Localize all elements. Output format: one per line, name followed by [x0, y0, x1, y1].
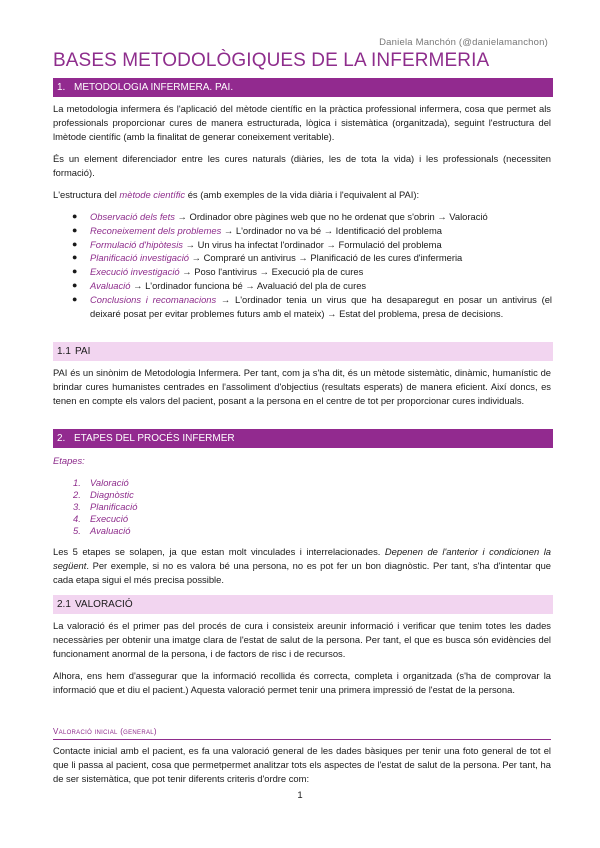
etapes-list [73, 477, 137, 537]
bullet-icon: ● [72, 252, 78, 263]
section-number: 1. [57, 82, 66, 93]
paragraph-valoracio-2: Alhora, ens hem d'assegurar que la informació recollida és correcta, completa i organitzada (s'ha de comprovar la informació que et diu el pacient.) Aquesta valoració permet tenir una primera impressió de l'estat de la persona. [53, 670, 551, 696]
method-steps-list [72, 210, 552, 320]
section-title: METODOLOGIA INFERMERA. PAI. [74, 82, 234, 93]
paragraph-valoracio-inicial: Contacte inicial amb el pacient, es fa una valoració general de les dades bàsiques per tenir una foto general de tot el que li passa al pacient, cosa que permetpermet analitzar tots els aspectes de l'estat de salut de la persona. Per tant, ha de ser sistemàtica, que pot tenir diferents criteris d'ordre com: [53, 745, 551, 785]
bullet-icon: ● [72, 293, 78, 304]
list-item: ● Execució investigació → Poso l'antivirus → Execució pla de cures [72, 266, 364, 278]
subsection-heading-1-1 [53, 342, 553, 361]
section-number: 2. [57, 433, 66, 444]
bullet-icon: ● [72, 238, 78, 249]
bullet-icon: ● [72, 211, 78, 221]
section-heading-2 [53, 429, 553, 448]
paragraph-pai: PAI és un sinònim de Metodologia Infermera. Per tant, com ja s'ha dit, és un mètode sistemàtic, dinàmic, humanístic de brindar cures humanistes centrades en l'assoliment d'objectius (resultats esperats) de manera eficient. Així doncs, es tenen en compte els valors del pacient, posant a la persona en el centre de tot per proporcionar cures individuals. [53, 367, 551, 407]
list-item: ● Observació dels fets → Ordinador obre pàgines web que no he ordenat que s'obrin → Valoració [72, 211, 488, 222]
paragraph-valoracio-1: La valoració és el primer pas del procés de cura i consisteix areunir informació i verificar que tenim totes les dades necessàries per obtenir una imatge clara de l'estat de salut de la persona. Per tant, el que es busca són evidències del funcionament anormal de la persona, i de factors de risc i de recursos. [53, 620, 551, 660]
section-title: PAI [75, 346, 91, 357]
section-heading-1 [53, 78, 553, 97]
bullet-icon: ● [72, 266, 78, 277]
section-title: ETAPES DEL PROCÉS INFERMER [74, 433, 235, 444]
paragraph-etapes: Les 5 etapes se solapen, ja que estan molt vinculades i interrelacionades. Depenen de l'anterior i condicionen la següent. Per exemple, si no es valora bé una persona, no es pot fer un bon diagnòstic. Per tant, s'ha d'intentar que cada etapa sigui el més precisa possible. [53, 546, 551, 586]
list-item: 1. Valoració [73, 477, 129, 488]
emphasis-term: mètode científic [119, 189, 186, 200]
list-item: 5. Avaluació [73, 525, 131, 537]
emphasis-term: Depenen de l'anterior i condicionen la següent [53, 546, 551, 572]
section-title: VALORACIÓ [75, 599, 133, 610]
subheading-valoracio-inicial: Valoració inicial (general) [53, 727, 157, 736]
list-item: ● Reconeixement dels problemes → L'ordinador no va bé → Identificació del problema [72, 224, 442, 236]
list-item: ● Conclusions i recomanacions → L'ordinador tenia un virus que ha desaparegut en posar un antivirus (el deixaré posat per evitar problemes futurs amb el mateix) → Estat del problema, presa de decisions. [72, 293, 553, 319]
section-number: 1.1 [57, 346, 71, 357]
list-item: ● Formulació d'hipòtesis → Un virus ha infectat l'ordinador → Formulació del problema [72, 238, 442, 250]
paragraph-structure: L'estructura del mètode científic és (amb exemples de la vida diària i l'equivalent al PAI): [53, 189, 420, 200]
list-item: 4. Execució [73, 513, 129, 525]
page-title: BASES METODOLÒGIQUES DE LA INFERMERIA [53, 50, 490, 71]
bullet-icon: ● [72, 224, 78, 235]
list-item: ● Avaluació → L'ordinador funciona bé → Avaluació del pla de cures [72, 279, 367, 291]
etapes-label: Etapes: [53, 455, 85, 466]
paragraph-difference: És un element diferenciador entre les cures naturals (diàries, les de tota la vida) i les professionals (necessiten formació). [53, 153, 551, 179]
list-item: 3. Planificació [73, 501, 138, 513]
page-number: 1 [297, 790, 303, 801]
list-item: 2. Diagnòstic [73, 489, 134, 501]
list-item: ● Planificació investigació → Compraré un antivirus → Planificació de les cures d'infermeria [72, 252, 463, 264]
section-number: 2.1 [57, 599, 71, 610]
subsection-heading-2-1 [53, 595, 553, 614]
heading-divider [53, 739, 551, 740]
bullet-icon: ● [72, 279, 78, 290]
author-credit: Daniela Manchón (@danielamanchon) [379, 37, 548, 48]
paragraph-intro: La metodologia infermera és l'aplicació del mètode científic en la pràctica professional infermera, cosa que permet als professionals proporcionar cures de manera estructurada, lògica i sistemàtica (organitzada), seguint l'estructura del lmètode científic (amb la finalitat de generar coneixement veritable). [53, 103, 551, 143]
